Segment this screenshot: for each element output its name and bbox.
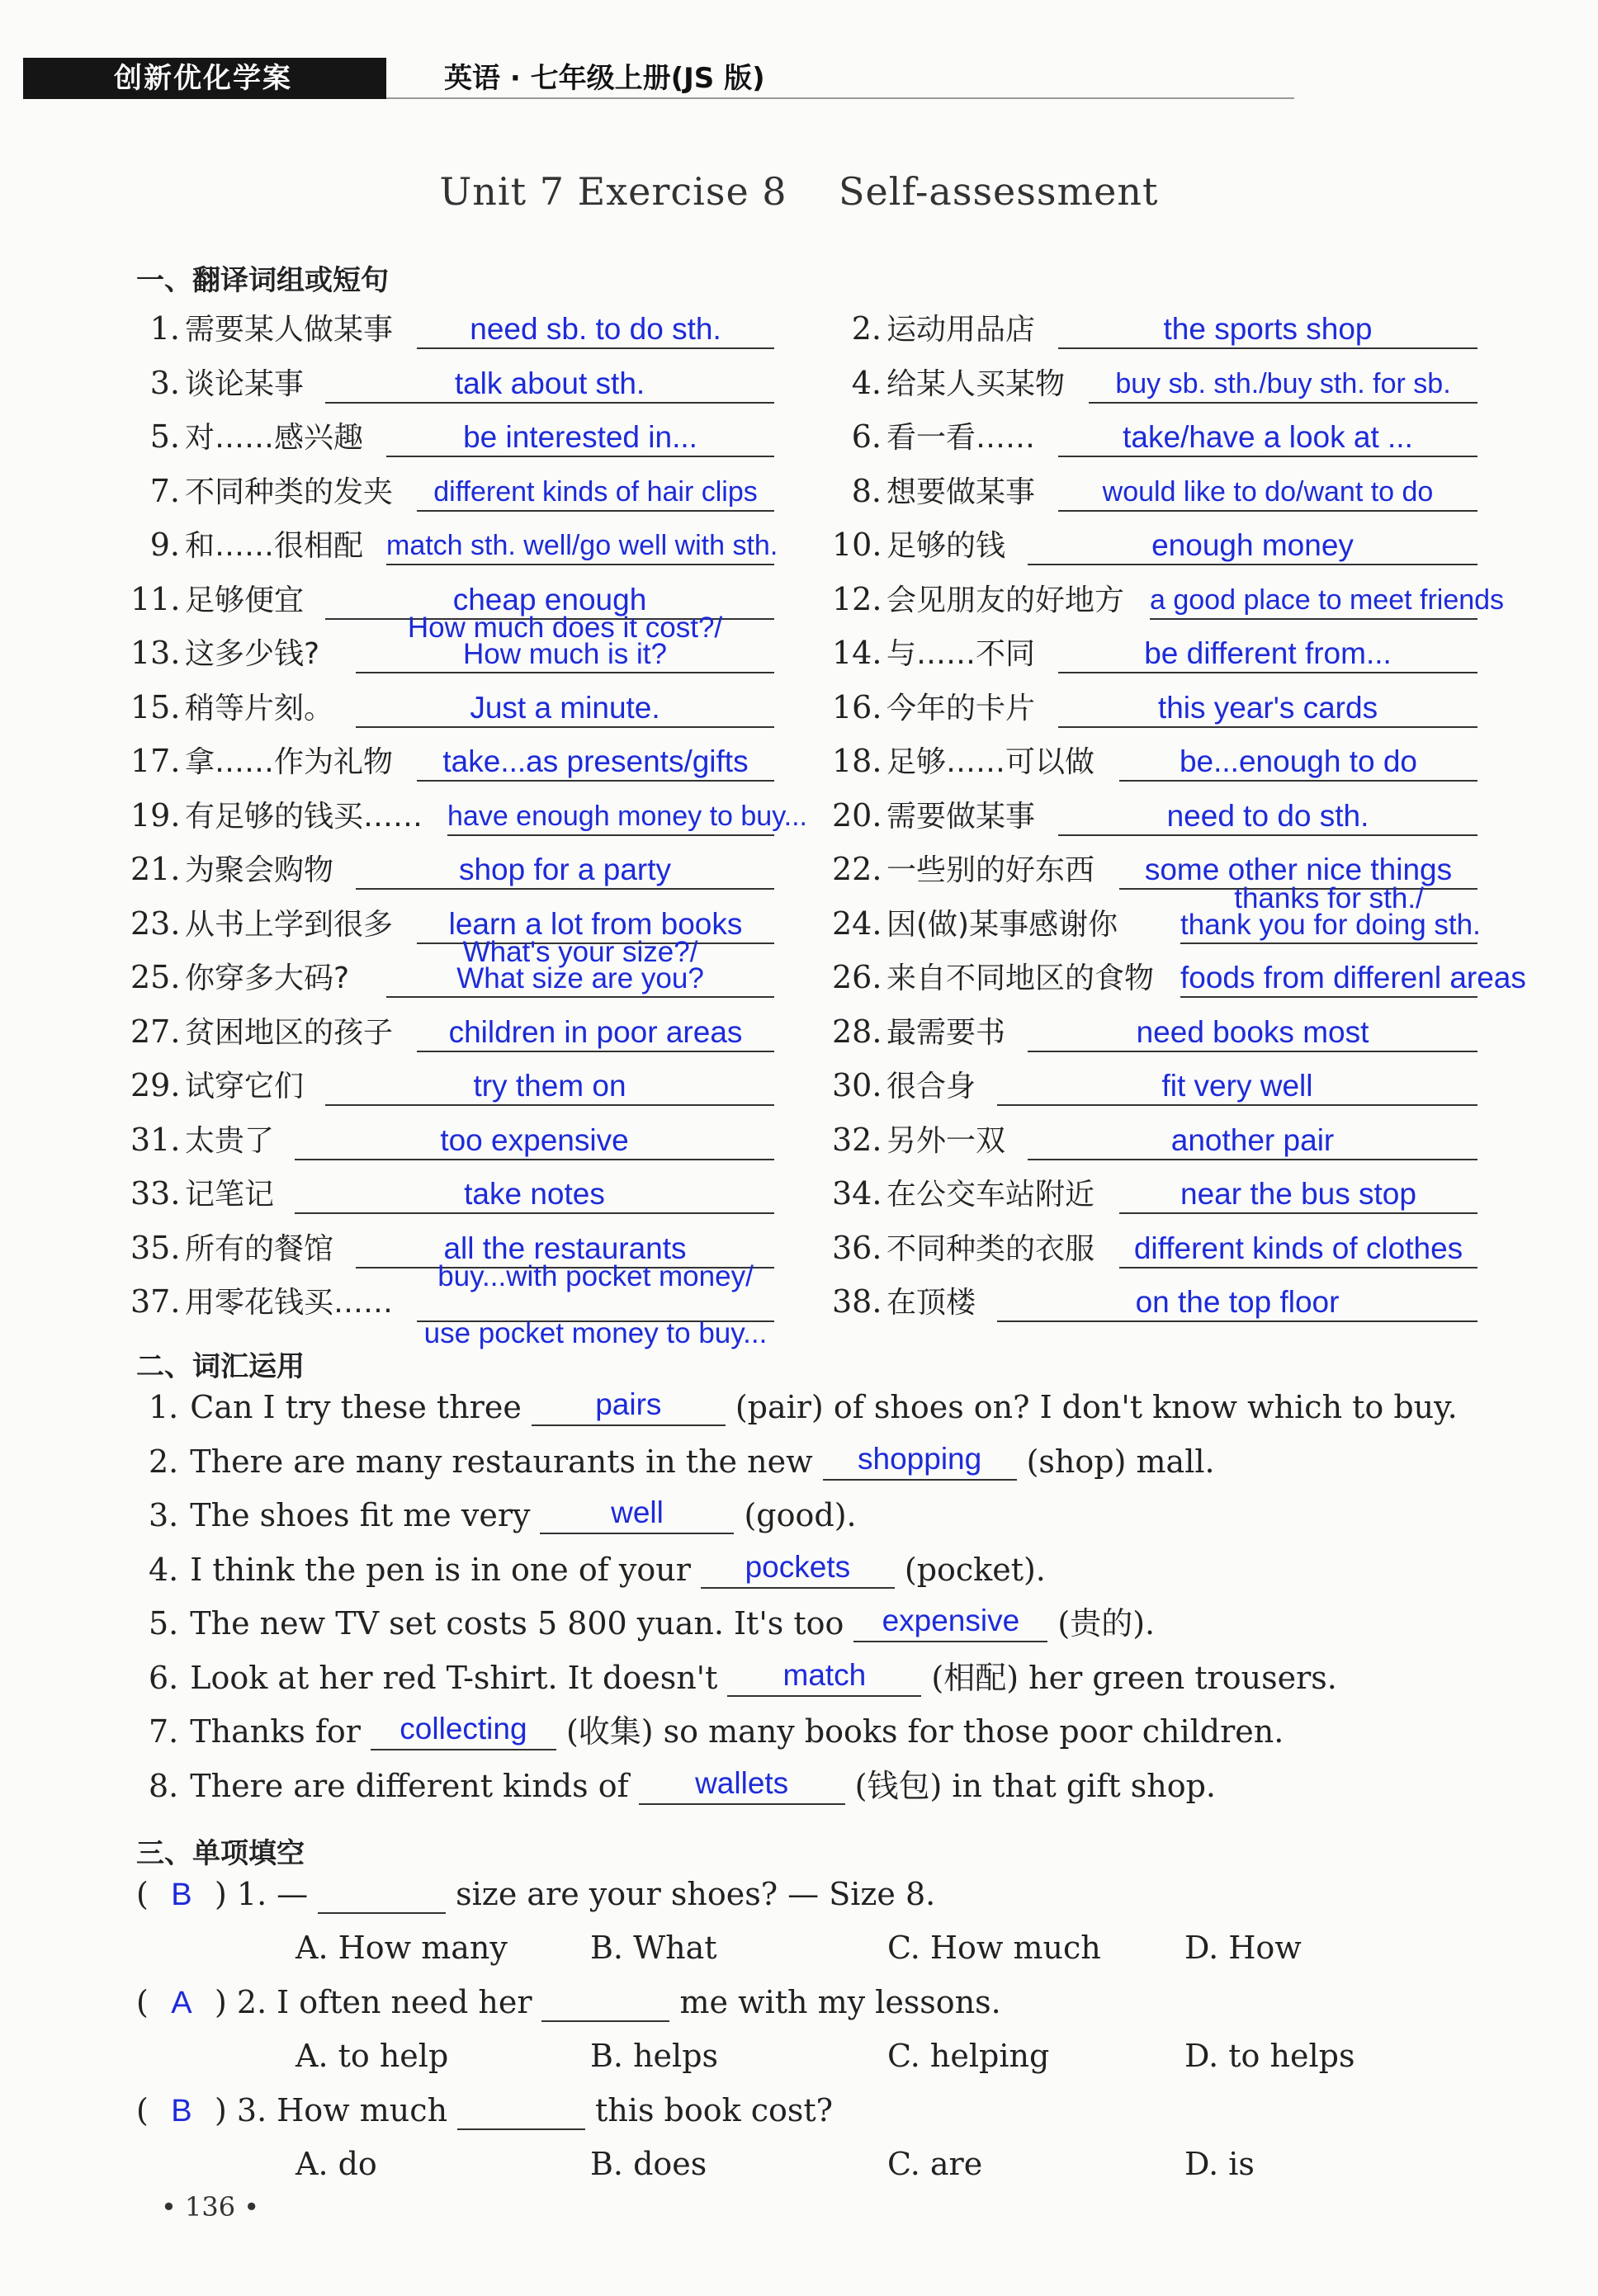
handwritten-answer[interactable]: Just a minute. — [470, 690, 660, 725]
vocab-sentence — [149, 1759, 1216, 1813]
translation-item — [832, 950, 1154, 1004]
selected-answer[interactable]: A — [171, 1986, 192, 2020]
translation-item — [130, 572, 304, 626]
item-number: 5. — [149, 418, 180, 455]
handwritten-answer[interactable]: match sth. well/go well with sth. — [386, 530, 778, 561]
translation-item — [832, 356, 1065, 410]
question-after-blank: this book cost? — [595, 2092, 834, 2128]
page-number: • 136 • — [161, 2191, 260, 2223]
translation-item — [130, 734, 393, 788]
sentence-before-blank: Can I try these three — [190, 1389, 522, 1425]
handwritten-answer[interactable]: thanks for sth./ — [1234, 881, 1424, 914]
chinese-phrase: 试穿它们 — [185, 1070, 305, 1103]
chinese-phrase: 用零花钱买…… — [185, 1286, 394, 1320]
chinese-phrase: 稍等片刻。 — [185, 691, 334, 725]
sentence-after-blank: (good). — [744, 1497, 857, 1533]
translation-item — [832, 409, 1035, 464]
answer-paren-close: ) — [204, 2092, 237, 2128]
answer-blank[interactable] — [540, 1493, 734, 1534]
chinese-phrase: 运动用品店 — [886, 313, 1036, 347]
answer-underline — [1028, 1159, 1477, 1160]
translation-item — [832, 572, 1124, 626]
sentence-after-blank: (钱包) in that gift shop. — [854, 1767, 1216, 1804]
vocab-sentence — [149, 1542, 1046, 1597]
translation-item — [832, 1221, 1094, 1275]
item-number: 11. — [130, 580, 181, 617]
answer-underline — [1089, 402, 1477, 404]
section2-title: 二、词汇运用 — [136, 1350, 305, 1383]
chinese-phrase: 来自不同地区的食物 — [886, 961, 1155, 995]
translation-item — [130, 1004, 393, 1059]
chinese-phrase: 另外一双 — [886, 1123, 1006, 1158]
item-number: 23. — [130, 905, 181, 942]
answer-option[interactable]: C. helping — [887, 2038, 1050, 2074]
mc-question — [136, 1975, 1001, 2030]
answer-paren-open: ( — [136, 1876, 158, 1912]
item-number: 2. — [149, 1443, 179, 1480]
answer-paren-open: ( — [136, 2092, 158, 2128]
translation-item — [130, 626, 319, 680]
translation-item — [832, 680, 1035, 735]
handwritten-answer: well — [611, 1495, 664, 1529]
chinese-phrase: 你穿多大码? — [185, 961, 350, 995]
answer-underline — [1180, 942, 1477, 944]
vocab-sentence — [149, 1380, 1458, 1434]
chinese-phrase: 在公交车站附近 — [886, 1178, 1095, 1212]
chinese-phrase: 贫困地区的孩子 — [185, 1015, 394, 1050]
handwritten-answer[interactable]: talk about sth. — [454, 366, 645, 400]
handwritten-answer[interactable]: foods from differenl areas — [1180, 961, 1526, 994]
handwritten-answer[interactable]: need sb. to do sth. — [470, 312, 721, 346]
chinese-phrase: 足够……可以做 — [886, 745, 1095, 779]
chinese-phrase: 因(做)某事感谢你 — [886, 907, 1118, 942]
item-number: 2. — [851, 310, 882, 347]
answer-underline — [417, 1051, 774, 1052]
chinese-phrase: 需要做某事 — [886, 799, 1036, 834]
item-number: 1. — [149, 1389, 179, 1425]
handwritten-answer[interactable]: shop for a party — [458, 853, 672, 886]
item-number: 2. — [236, 1984, 267, 2020]
sentence-before-blank: I think the pen is in one of your — [190, 1551, 691, 1588]
answer-underline — [997, 1104, 1477, 1106]
handwritten-answer[interactable]: the sports shop — [1163, 312, 1373, 346]
chinese-phrase: 为聚会购物 — [185, 853, 334, 887]
item-number: 16. — [832, 688, 882, 725]
translation-item — [130, 680, 333, 735]
item-number: 7. — [149, 1713, 179, 1750]
handwritten-answer-line2[interactable]: use pocket money to buy... — [423, 1317, 768, 1349]
chinese-phrase: 和……很相配 — [185, 529, 364, 563]
translation-item — [130, 788, 423, 843]
translation-item — [832, 734, 1094, 788]
mc-question — [136, 2083, 833, 2138]
translation-item — [130, 896, 393, 951]
answer-underline — [1058, 347, 1477, 349]
chinese-phrase: 看一看…… — [886, 421, 1036, 455]
item-number: 7. — [149, 472, 180, 509]
handwritten-answer[interactable]: different kinds of clothes — [1133, 1231, 1463, 1265]
translation-item — [832, 1166, 1094, 1221]
handwritten-answer[interactable]: cheap enough — [452, 582, 647, 617]
vocab-sentence — [149, 1488, 857, 1542]
sentence-after-blank: (相配) her green trousers. — [931, 1659, 1337, 1696]
vocab-sentence — [149, 1434, 1215, 1489]
answer-option[interactable]: B. does — [590, 2146, 707, 2182]
item-number: 35. — [130, 1229, 181, 1266]
handwritten-answer: collecting — [400, 1712, 527, 1746]
sentence-before-blank: The shoes fit me very — [190, 1497, 531, 1533]
handwritten-answer[interactable]: learn a lot from books — [448, 906, 743, 941]
item-number: 3. — [149, 364, 180, 401]
item-number: 25. — [130, 959, 181, 995]
answer-underline — [1180, 996, 1477, 998]
answer-underline — [1150, 618, 1477, 620]
handwritten-answer: shopping — [858, 1441, 982, 1476]
chinese-phrase: 太贵了 — [185, 1123, 275, 1158]
handwritten-answer[interactable]: another pair — [1170, 1122, 1335, 1157]
answer-underline — [1119, 1267, 1477, 1268]
translation-item — [832, 788, 1035, 843]
item-number: 19. — [130, 796, 181, 834]
handwritten-answer[interactable]: be...enough to do — [1179, 744, 1418, 778]
chinese-phrase: 拿……作为礼物 — [185, 745, 394, 779]
answer-underline — [1028, 564, 1477, 565]
handwritten-answer[interactable]: buy sb. sth./buy sth. for sb. — [1115, 367, 1451, 399]
answer-blank[interactable] — [701, 1547, 895, 1589]
chinese-phrase: 今年的卡片 — [886, 691, 1036, 725]
handwritten-answer[interactable]: How much does it cost?/ — [407, 612, 723, 644]
translation-item — [130, 517, 363, 572]
item-number: 33. — [130, 1175, 181, 1212]
handwritten-answer: wallets — [695, 1765, 789, 1800]
item-number: 8. — [851, 472, 882, 509]
sentence-after-blank: (贵的). — [1057, 1605, 1156, 1642]
answer-option[interactable]: A. do — [295, 2146, 377, 2182]
handwritten-answer[interactable]: buy...with pocket money/ — [437, 1260, 754, 1292]
answer-option[interactable]: C. are — [887, 2146, 983, 2182]
brand-logo: 创新优化学案 — [23, 58, 386, 99]
answer-underline — [1058, 456, 1477, 457]
chinese-phrase: 想要做某事 — [886, 475, 1036, 509]
answer-paren-close: ) — [204, 1876, 237, 1912]
answer-underline — [1119, 1212, 1477, 1214]
answer-option[interactable]: A. to help — [295, 2038, 449, 2074]
page-header — [23, 58, 1269, 99]
translation-item — [130, 301, 393, 356]
handwritten-answer[interactable]: different kinds of hair clips — [433, 475, 758, 508]
answer-blank[interactable] — [823, 1439, 1017, 1481]
handwritten-answer[interactable]: take notes — [464, 1177, 605, 1211]
item-number: 28. — [832, 1013, 882, 1050]
handwritten-answer[interactable]: a good place to meet friends — [1150, 583, 1505, 616]
item-number: 10. — [832, 527, 882, 563]
handwritten-answer-line2[interactable]: What size are you? — [456, 962, 704, 994]
translation-item — [832, 842, 1094, 896]
handwritten-answer[interactable]: be interested in... — [463, 420, 697, 454]
item-number: 15. — [130, 688, 181, 725]
handwritten-answer[interactable]: too expensive — [440, 1122, 629, 1157]
chinese-phrase: 不同种类的发夹 — [185, 475, 394, 509]
answer-underline — [356, 726, 774, 728]
translation-item — [130, 409, 363, 464]
question-blank — [457, 2089, 585, 2130]
handwritten-answer[interactable]: enough money — [1151, 528, 1354, 562]
handwritten-answer[interactable]: near the bus stop — [1180, 1177, 1416, 1211]
answer-option[interactable]: D. How — [1184, 1930, 1302, 1966]
item-number: 21. — [130, 851, 181, 887]
question-before-blank: I often need her — [277, 1984, 532, 2020]
chinese-phrase: 在顶楼 — [886, 1286, 976, 1320]
item-number: 29. — [130, 1067, 181, 1103]
translation-item — [832, 1113, 1005, 1167]
answer-underline — [386, 996, 774, 998]
answer-blank[interactable] — [853, 1601, 1047, 1642]
item-number: 1. — [236, 1876, 267, 1912]
translation-item — [130, 464, 393, 518]
translation-item — [832, 896, 1118, 951]
section1-title: 一、翻译词组或短句 — [136, 264, 389, 297]
chinese-phrase: 与……不同 — [886, 637, 1036, 671]
answer-underline — [417, 347, 774, 349]
handwritten-answer[interactable]: try them on — [473, 1069, 626, 1103]
section3-title: 三、单项填空 — [136, 1837, 305, 1870]
translation-item — [832, 1004, 1005, 1059]
chinese-phrase: 很合身 — [886, 1070, 976, 1103]
item-number: 20. — [832, 796, 882, 834]
handwritten-answer-line2[interactable]: thank you for doing sth. — [1180, 908, 1481, 941]
answer-underline — [1028, 1051, 1477, 1052]
item-number: 27. — [130, 1013, 181, 1050]
chinese-phrase: 足够的钱 — [886, 529, 1006, 563]
chinese-phrase: 所有的餐馆 — [185, 1231, 334, 1266]
answer-underline — [325, 1104, 774, 1106]
selected-answer[interactable]: B — [171, 2094, 192, 2128]
translation-item — [130, 1166, 274, 1221]
sentence-before-blank: Look at her red T-shirt. It doesn't — [190, 1659, 718, 1696]
selected-answer[interactable]: B — [171, 1878, 192, 1912]
mc-question — [136, 1867, 935, 1922]
handwritten-answer[interactable]: need to do sth. — [1166, 798, 1369, 833]
answer-underline — [447, 834, 774, 836]
handwritten-answer[interactable]: fit very well — [1161, 1069, 1313, 1103]
handwritten-answer: match — [782, 1657, 867, 1692]
vocab-sentence — [149, 1596, 1155, 1651]
chinese-phrase: 记笔记 — [185, 1178, 275, 1212]
answer-option[interactable]: C. How much — [887, 1930, 1101, 1966]
handwritten-answer[interactable]: take...as presents/gifts — [442, 744, 749, 778]
answer-underline — [295, 1159, 774, 1160]
sentence-after-blank: (pair) of shoes on? I don't know which to buy. — [735, 1389, 1458, 1425]
answer-underline — [417, 510, 774, 512]
handwritten-answer[interactable]: all the restaurants — [443, 1231, 687, 1265]
translation-item — [832, 464, 1035, 518]
answer-underline — [386, 456, 774, 457]
question-before-blank: How much — [277, 2092, 448, 2128]
sentence-before-blank: There are many restaurants in the new — [190, 1443, 813, 1480]
handwritten-answer[interactable]: would like to do/want to do — [1102, 475, 1434, 508]
answer-underline — [386, 564, 774, 565]
item-number: 13. — [130, 635, 181, 671]
item-number: 1. — [149, 310, 180, 347]
sentence-before-blank: The new TV set costs 5 800 yuan. It's too — [190, 1605, 844, 1642]
vocab-sentence — [149, 1651, 1337, 1705]
translation-item — [832, 301, 1035, 356]
handwritten-answer[interactable]: need books most — [1136, 1014, 1369, 1049]
translation-item — [130, 950, 349, 1004]
item-number: 4. — [851, 364, 882, 401]
item-number: 18. — [832, 743, 882, 779]
handwritten-answer: pairs — [595, 1387, 662, 1421]
item-number: 4. — [149, 1551, 179, 1588]
translation-item — [130, 1221, 333, 1275]
sentence-before-blank: There are different kinds of — [190, 1767, 629, 1804]
chinese-phrase: 不同种类的衣服 — [886, 1231, 1095, 1266]
item-number: 12. — [832, 580, 882, 617]
book-title: 英语 · 七年级上册(JS 版) — [444, 62, 765, 95]
translation-item — [130, 356, 304, 410]
translation-item — [130, 1274, 393, 1329]
answer-blank[interactable] — [532, 1385, 726, 1426]
handwritten-answer: expensive — [882, 1604, 1020, 1637]
chinese-phrase: 有足够的钱买…… — [185, 799, 423, 834]
translation-item — [832, 626, 1035, 680]
answer-underline — [1058, 510, 1477, 512]
item-number: 36. — [832, 1229, 882, 1266]
chinese-phrase: 从书上学到很多 — [185, 907, 394, 942]
answer-underline — [325, 402, 774, 404]
question-after-blank: size are your shoes? — Size 8. — [456, 1876, 936, 1912]
answer-option[interactable]: D. to helps — [1184, 2038, 1355, 2074]
translation-item — [832, 517, 1005, 572]
item-number: 3. — [149, 1497, 179, 1533]
answer-underline — [1119, 780, 1477, 782]
item-number: 22. — [832, 851, 882, 887]
chinese-phrase: 这多少钱? — [185, 637, 320, 671]
handwritten-answer[interactable]: on the top floor — [1135, 1285, 1340, 1319]
sentence-after-blank: (pocket). — [904, 1551, 1046, 1588]
item-number: 17. — [130, 743, 181, 779]
header-divider — [386, 97, 1294, 99]
answer-underline — [1058, 726, 1477, 728]
sentence-after-blank: (收集) so many books for those poor children. — [565, 1713, 1284, 1750]
question-blank — [318, 1873, 446, 1914]
translation-item — [130, 1113, 274, 1167]
answer-blank[interactable] — [639, 1764, 845, 1805]
item-number: 32. — [832, 1121, 882, 1158]
item-number: 6. — [149, 1659, 179, 1696]
chinese-phrase: 对……感兴趣 — [185, 421, 364, 455]
chinese-phrase: 足够便宜 — [185, 583, 305, 617]
chinese-phrase: 需要某人做某事 — [185, 313, 394, 347]
answer-blank[interactable] — [371, 1709, 556, 1750]
item-number: 5. — [149, 1605, 179, 1642]
chinese-phrase: 会见朋友的好地方 — [886, 583, 1125, 617]
vocab-sentence — [149, 1704, 1284, 1759]
page-title: Unit 7 Exercise 8 Self-assessment — [439, 169, 1159, 214]
answer-underline — [356, 672, 774, 673]
question-after-blank: me with my lessons. — [679, 1984, 1001, 2020]
chinese-phrase: 谈论某事 — [185, 366, 305, 401]
answer-underline — [1058, 834, 1477, 836]
translation-item — [832, 1274, 976, 1329]
item-number: 14. — [832, 635, 882, 671]
handwritten-answer[interactable]: What's your size?/ — [462, 936, 698, 968]
item-number: 24. — [832, 905, 882, 942]
item-number: 34. — [832, 1175, 882, 1212]
item-number: 3. — [236, 2092, 267, 2128]
chinese-phrase: 一些别的好东西 — [886, 853, 1095, 887]
chinese-phrase: 最需要书 — [886, 1015, 1006, 1050]
question-before-blank: — — [277, 1876, 309, 1912]
question-blank — [541, 1981, 669, 2022]
item-number: 31. — [130, 1121, 181, 1158]
sentence-before-blank: Thanks for — [190, 1713, 361, 1750]
handwritten-answer[interactable]: be different from... — [1144, 636, 1392, 670]
answer-underline — [295, 1212, 774, 1214]
item-number: 6. — [851, 418, 882, 455]
item-number: 38. — [832, 1283, 882, 1320]
handwritten-answer[interactable]: take/have a look at ... — [1123, 420, 1413, 454]
item-number: 9. — [149, 527, 180, 563]
handwritten-answer[interactable]: this year's cards — [1157, 690, 1378, 725]
translation-item — [130, 1058, 304, 1113]
item-number: 26. — [832, 959, 882, 995]
item-number: 37. — [130, 1283, 181, 1320]
answer-option[interactable]: D. is — [1184, 2146, 1255, 2182]
handwritten-answer[interactable]: children in poor areas — [448, 1014, 743, 1049]
item-number: 8. — [149, 1767, 179, 1804]
handwritten-answer[interactable]: have enough money to buy... — [447, 800, 808, 832]
answer-underline — [356, 888, 774, 890]
answer-underline — [1058, 672, 1477, 673]
answer-paren-close: ) — [204, 1984, 237, 2020]
item-number: 30. — [832, 1067, 882, 1103]
handwritten-answer-line2[interactable]: How much is it? — [462, 638, 668, 670]
answer-option[interactable]: B. What — [590, 1930, 717, 1966]
translation-item — [130, 842, 333, 896]
sentence-after-blank: (shop) mall. — [1026, 1443, 1215, 1480]
handwritten-answer: pockets — [745, 1549, 851, 1584]
handwritten-answer[interactable]: some other nice things — [1144, 853, 1453, 886]
answer-option[interactable]: A. How many — [295, 1930, 508, 1966]
answer-underline — [417, 780, 774, 782]
answer-paren-open: ( — [136, 1984, 158, 2020]
chinese-phrase: 给某人买某物 — [886, 366, 1066, 401]
translation-item — [832, 1058, 976, 1113]
answer-option[interactable]: B. helps — [590, 2038, 719, 2074]
answer-underline — [997, 1320, 1477, 1322]
answer-blank[interactable] — [727, 1656, 921, 1697]
